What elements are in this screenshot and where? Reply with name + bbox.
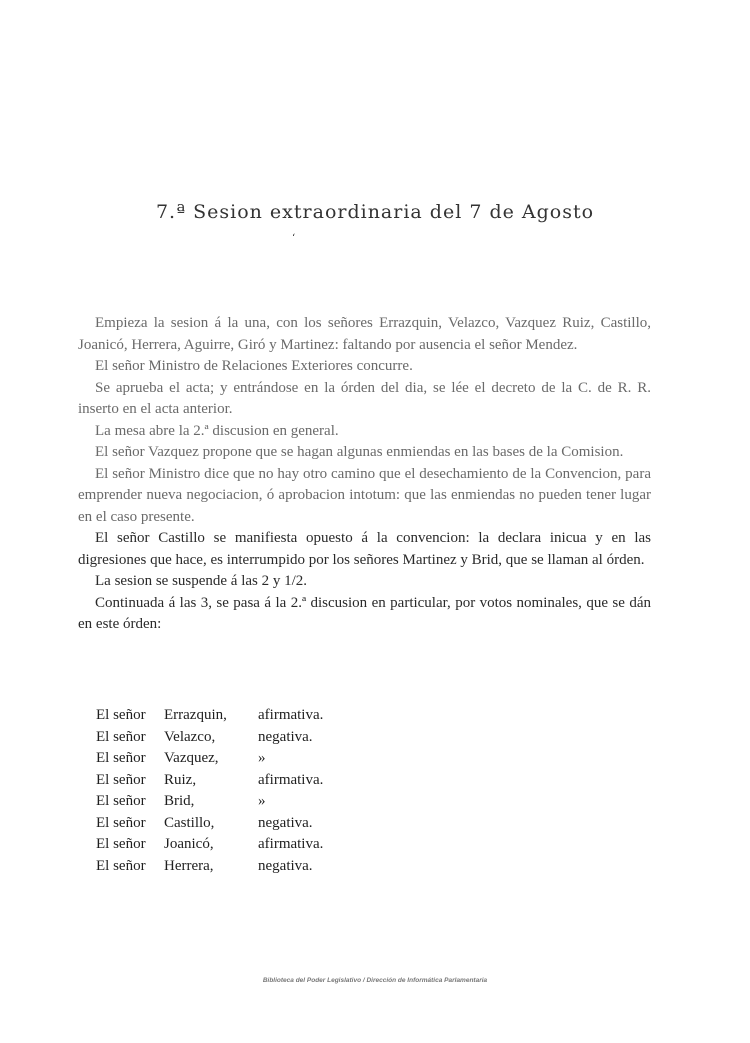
paragraph-continuation: Continuada á las 3, se pasa á la 2.ª discusion en particular, por votos nominales, que se dán en este órden: <box>78 594 651 632</box>
vote-result: » <box>258 793 266 809</box>
vote-row <box>96 834 323 856</box>
vote-member: Herrera, <box>164 857 214 874</box>
paragraph-general-discussion: La mesa abre la 2.ª discusion en general. <box>95 422 339 439</box>
paragraph-opening: Empieza la sesion á la una, con los señores Errazquin, Velazco, Vazquez Ruiz, Castillo, Joanicó, Herrera, Aguirre, Giró y Martinez: faltando por ausencia el señor Mendez. <box>78 315 651 353</box>
vote-prefix: El señor <box>96 857 146 874</box>
vote-row <box>96 813 323 835</box>
vote-row <box>96 791 323 813</box>
vote-row <box>96 856 323 878</box>
library-footer: Biblioteca del Poder Legislativo / Dirección de Informática Parlamentaria <box>262 977 488 984</box>
vote-result: negativa. <box>258 728 313 745</box>
vote-prefix: El señor <box>96 814 146 831</box>
vote-member: Joanicó, <box>164 836 214 852</box>
paragraph-minister: El señor Ministro de Relaciones Exteriores concurre. <box>95 358 413 374</box>
vote-member: Velazco, <box>164 728 216 745</box>
vote-member: Vazquez, <box>164 750 219 766</box>
vote-result: negativa. <box>258 814 313 831</box>
paragraph-castillo: El señor Castillo se manifiesta opuesto á la convencion: la declara inicua y en las digresiones que hace, es interrumpido por los señores Martinez y Brid, que se llaman al órden. <box>78 530 651 568</box>
vote-member: Brid, <box>164 793 195 809</box>
vote-member: Ruiz, <box>164 771 197 788</box>
vote-prefix: El señor <box>96 707 146 723</box>
vote-result: afirmativa. <box>258 707 324 723</box>
vote-row <box>96 727 323 749</box>
paragraph-ministro-dice: El señor Ministro dice que no hay otro camino que el desechamiento de la Convencion, para emprender nueva negociacion, ó aprobacion intotum: que las enmiendas no pueden tener lugar en el caso presente. <box>78 465 651 525</box>
session-minutes-body <box>78 313 651 636</box>
vote-result: afirmativa. <box>258 771 324 788</box>
vote-row <box>96 748 323 770</box>
vote-prefix: El señor <box>96 771 146 788</box>
paragraph-vazquez: El señor Vazquez propone que se hagan algunas enmiendas en las bases de la Comision. <box>95 444 624 460</box>
title-mark: ‘ <box>292 233 296 244</box>
vote-prefix: El señor <box>96 793 146 809</box>
vote-prefix: El señor <box>96 728 146 745</box>
session-title: 7.ª Sesion extraordinaria del 7 de Agosto <box>155 201 595 223</box>
vote-member: Castillo, <box>164 814 215 831</box>
vote-list <box>96 705 323 877</box>
vote-result: » <box>258 750 266 766</box>
paragraph-suspension: La sesion se suspende á las 2 y 1/2. <box>95 573 308 589</box>
vote-row <box>96 770 323 792</box>
vote-member: Errazquin, <box>164 707 227 723</box>
paragraph-acta: Se aprueba el acta; y entrándose en la órden del dia, se lée el decreto de la C. de R. R. inserto en el acta anterior. <box>78 379 651 417</box>
vote-result: afirmativa. <box>258 836 324 852</box>
vote-result: negativa. <box>258 857 313 874</box>
vote-prefix: El señor <box>96 750 146 766</box>
vote-prefix: El señor <box>96 836 146 852</box>
vote-row <box>96 705 323 727</box>
